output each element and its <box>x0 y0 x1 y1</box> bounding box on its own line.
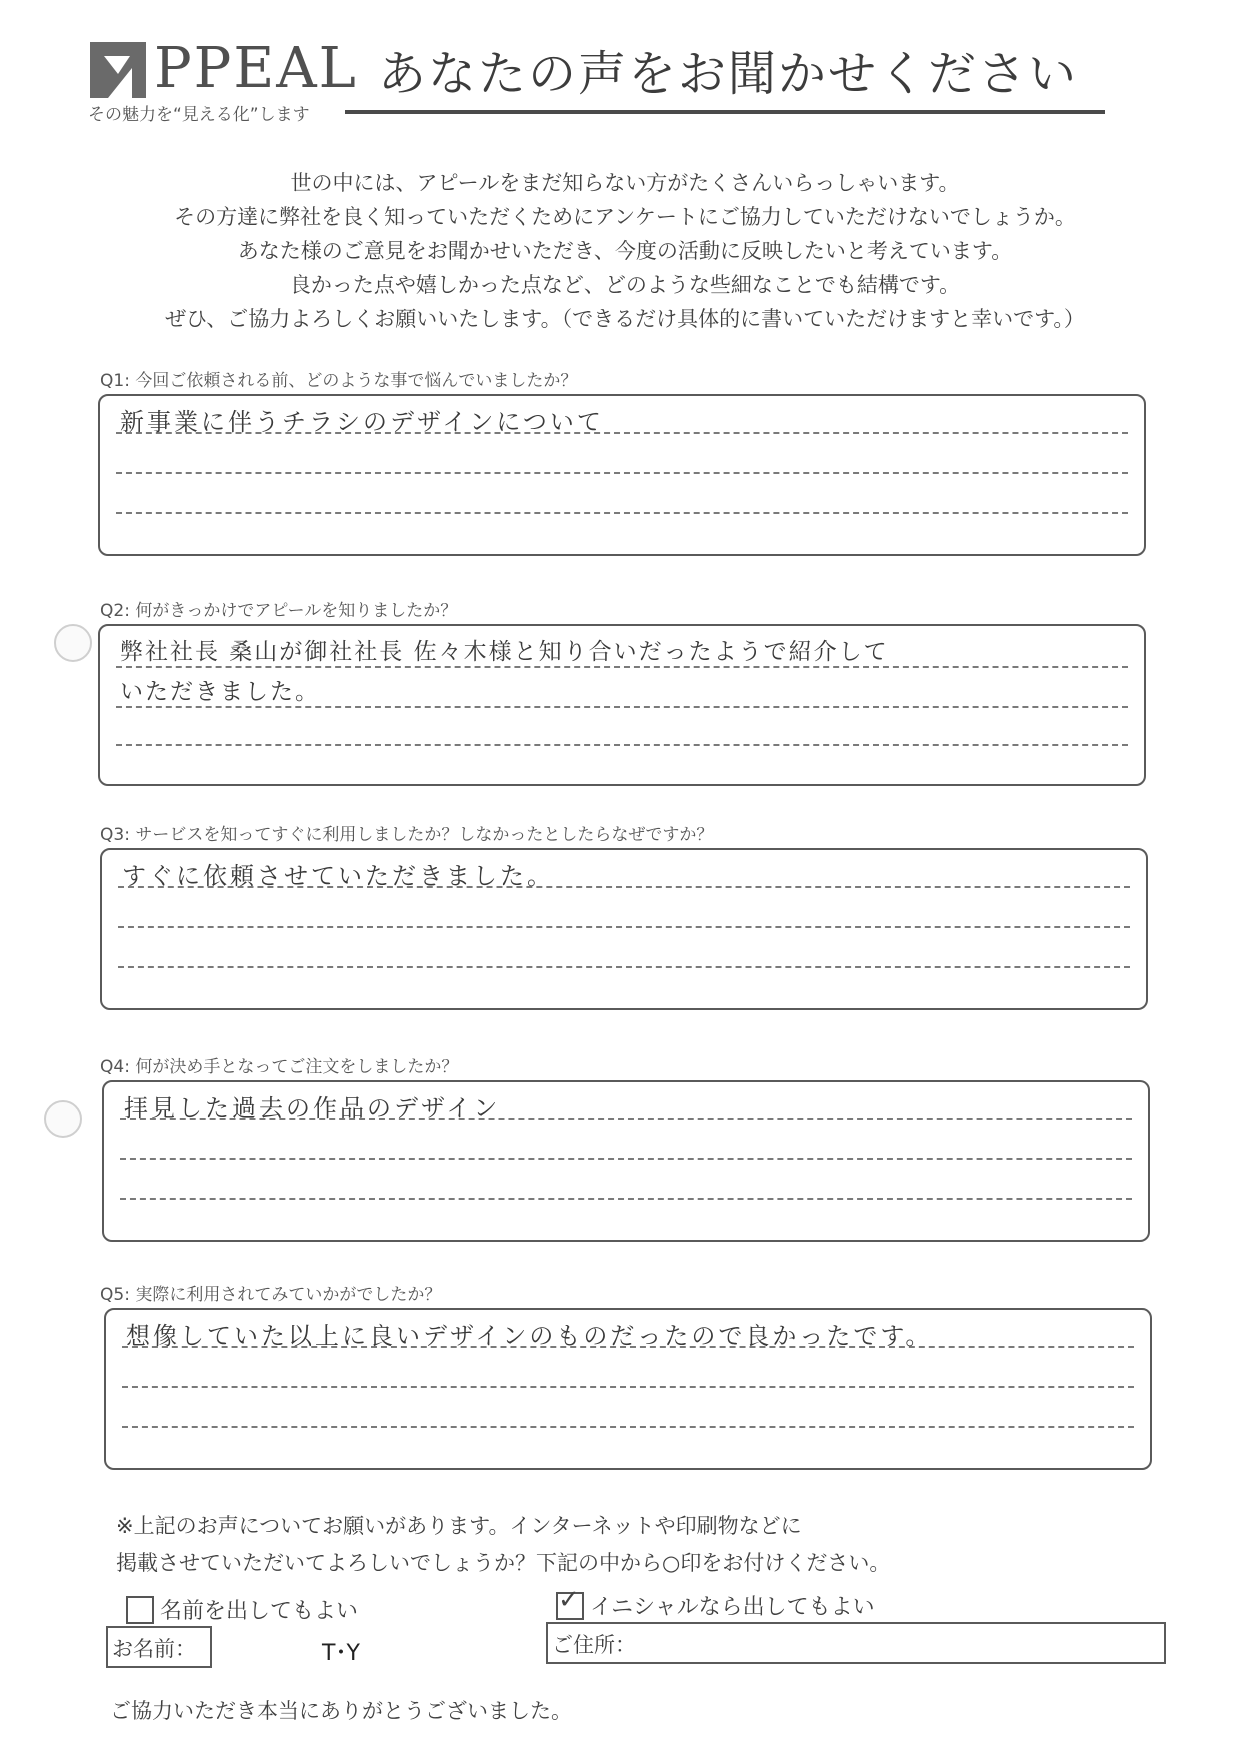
answer-line <box>118 926 1130 928</box>
intro-text <box>80 166 1170 336</box>
option-initial-label: イニシャルなら出してもよい <box>590 1595 875 1620</box>
thanks-message: ご協力いただき本当にありがとうございました。 <box>110 1699 572 1723</box>
answer-line <box>122 1386 1134 1388</box>
answer-1: 新事業に伴うチラシのデザインについて <box>120 408 604 436</box>
intro-line: ぜひ、ご協力よろしくお願いいたします。（できるだけ具体的に書いていただけますと幸いです。） <box>165 307 1085 331</box>
answer-box-3[interactable] <box>100 848 1148 1010</box>
answer-3: すぐに依頼させていただきました。 <box>122 862 554 890</box>
question-2-label: Q2: 何がきっかけでアピールを知りましたか？ <box>100 601 458 621</box>
check-mark-icon: ✓ <box>558 1585 580 1615</box>
answer-line <box>116 512 1128 514</box>
answer-box-2[interactable] <box>98 624 1146 786</box>
intro-line: その方達に弊社を良く知っていただくためにアンケートにご協力していただけないでしょうか。 <box>174 205 1076 229</box>
intro-line: 良かった点や嬉しかった点など、どのような些細なことでも結構です。 <box>289 273 961 297</box>
question-5-label: Q5: 実際に利用されてみていかがでしたか？ <box>100 1285 442 1305</box>
answer-line <box>122 1426 1134 1428</box>
answer-5: 想像していた以上に良いデザインのものだったので良かったです。 <box>126 1322 933 1350</box>
consent-note-line: 掲載させていただいてよろしいでしょうか？下記の中から○印をお付けください。 <box>116 1551 891 1575</box>
page-title: あなたの声をお聞かせください <box>378 46 1079 102</box>
answer-line <box>120 1198 1132 1200</box>
answer-2: 弊社社長 桑山が御社社長 佐々木様と知り合いだったようで紹介して いただきました。 <box>120 639 889 705</box>
option-name-label: 名前を出してもよい <box>160 1599 359 1624</box>
answer-line <box>116 744 1128 746</box>
answer-box-4[interactable] <box>102 1080 1150 1242</box>
answer-box-5[interactable] <box>104 1308 1152 1470</box>
checkbox-initial-ok[interactable] <box>556 1585 584 1620</box>
address-field[interactable] <box>546 1622 1166 1664</box>
question-4-label: Q4: 何が決め手となってご注文をしましたか？ <box>100 1057 459 1077</box>
logo-text: PPEAL <box>154 36 358 101</box>
name-label: お名前： <box>112 1637 196 1661</box>
name-value[interactable]: T･Y <box>322 1641 360 1666</box>
address-label: ご住所： <box>552 1633 636 1657</box>
tagline: その魅力を“見える化”します <box>88 105 310 125</box>
answer-line <box>116 472 1128 474</box>
intro-line: あなた様のご意見をお聞かせいただき、今度の活動に反映したいと考えています。 <box>237 239 1013 263</box>
name-label-box <box>106 1626 212 1668</box>
consent-note-line: ※上記のお声についてお願いがあります。インターネットや印刷物などに <box>116 1514 802 1538</box>
consent-note <box>116 1508 890 1582</box>
question-1-label: Q1: 今回ご依頼される前、どのような事で悩んでいましたか？ <box>100 371 578 391</box>
answer-line <box>118 966 1130 968</box>
answer-4: 拝見した過去の作品のデザイン <box>124 1094 501 1122</box>
punch-hole <box>54 624 92 662</box>
title-underline <box>345 110 1105 114</box>
answer-line <box>120 1158 1132 1160</box>
appeal-logo <box>88 32 358 102</box>
answer-box-1[interactable] <box>98 394 1146 556</box>
question-3-label: Q3: サービスを知ってすぐに利用しましたか？しなかったとしたらなぜですか？ <box>100 825 714 845</box>
punch-hole <box>44 1100 82 1138</box>
intro-line: 世の中には、アピールをまだ知らない方がたくさんいらっしゃいます。 <box>290 171 960 195</box>
appeal-logo-mark-icon <box>88 38 150 100</box>
checkbox-name-ok[interactable] <box>126 1596 154 1624</box>
